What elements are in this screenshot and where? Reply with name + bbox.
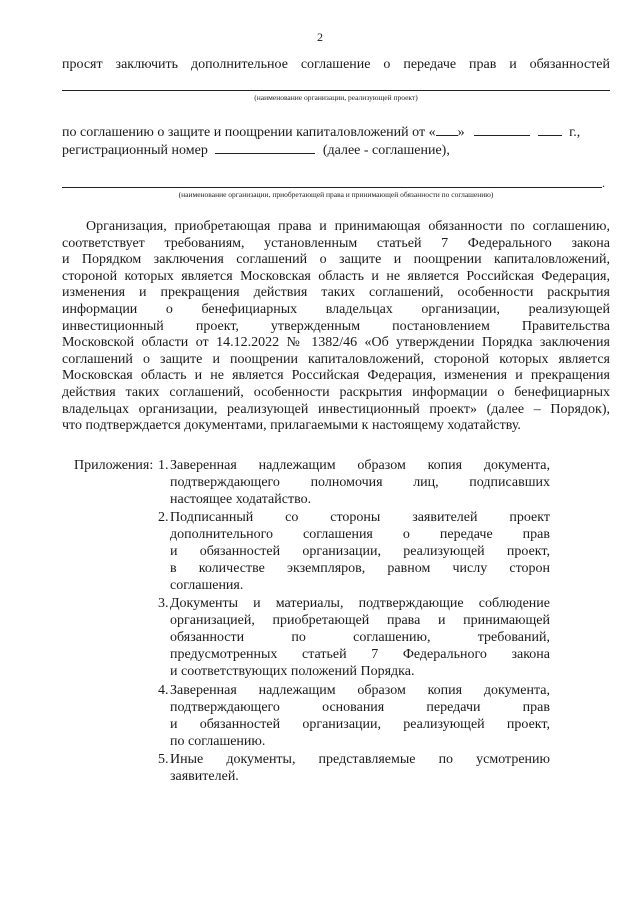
agreement-date-quote-close: » — [457, 125, 465, 140]
attachment-number: 1. — [158, 458, 169, 473]
paragraph-line: и Порядком заключения соглашений о защите и поощрении капиталовложений, — [62, 252, 610, 268]
header-rule-2-dot: . — [602, 176, 605, 190]
header-line-2a — [62, 123, 580, 142]
paragraph-line: стороной которых является Московская область и не является Российская Федерация, — [62, 268, 610, 284]
attachment-number: 4. — [158, 683, 169, 698]
main-paragraph — [62, 219, 610, 435]
paragraph-line: действия таких соглашений, особенности раскрытия информации о бенефициарных — [62, 384, 610, 400]
attachment-line: и обязанностей организации, реализующей проект, — [170, 544, 550, 559]
attachment-line: заявителей. — [170, 769, 239, 784]
attachment-line: соглашения. — [170, 578, 244, 593]
attachment-line: Подписанный со стороны заявителей проект — [170, 510, 550, 525]
header-line-2b — [62, 141, 450, 160]
paragraph-line: Московской области от 14.12.2022 № 1382/46 «Об утверждении Порядка заключения — [62, 335, 610, 351]
attachment-number: 3. — [158, 596, 169, 611]
header-line-1: просят заключить дополнительное соглашение о передаче прав и обязанностей — [62, 57, 610, 72]
paragraph-line: что подтверждается документами, прилагаемыми к настоящему ходатайству. — [62, 418, 521, 434]
attachment-line: Заверенная надлежащим образом копия документа, — [170, 683, 550, 698]
paragraph-line: соглашений о защите и поощрении капиталовложений, стороной которых является — [62, 351, 610, 367]
attachment-line: по соглашению. — [170, 734, 266, 749]
paragraph-line: соответствует требованиям, установленным статьей 7 Федерального закона — [62, 235, 610, 251]
paragraph-line: изменения и прекращения действия таких соглашений, особенности раскрытия — [62, 285, 610, 301]
attachment-line: подтверждающего полномочия лиц, подписавших — [170, 475, 550, 490]
attachment-line: в количестве экземпляров, равном числу сторон — [170, 561, 550, 576]
paragraph-line: Организация, приобретающая права и принимающая обязанности по соглашению, — [86, 219, 610, 234]
attachment-item-2 — [158, 509, 550, 594]
attachment-line: обязанности по соглашению, требований, — [170, 630, 550, 645]
attachment-line: Документы и материалы, подтверждающие соблюдение — [170, 596, 550, 611]
attachment-line: и обязанностей организации, реализующей проект, — [170, 717, 550, 732]
attachment-line: Заверенная надлежащим образом копия документа, — [170, 458, 550, 473]
attachment-line: подтверждающего основания передачи прав — [170, 700, 550, 715]
agreement-date-suffix: г., — [569, 125, 581, 140]
attachment-number: 5. — [158, 752, 169, 767]
attachment-line: и соответствующих положений Порядка. — [170, 664, 415, 679]
attachments-label: Приложения: — [74, 458, 154, 473]
registration-number-blank — [215, 141, 315, 154]
header-caption-2: (наименование организации, приобретающей права и принимающей обязанности по соглашению) — [178, 190, 494, 199]
attachment-line: предусмотренных статьей 7 Федерального закона — [170, 647, 550, 662]
paragraph-line: инвестиционный проект, утвержденным постановлением Правительства — [62, 318, 610, 334]
agreement-date-prefix: по соглашению о защите и поощрении капиталовложений от « — [62, 125, 436, 140]
attachment-item-1 — [158, 457, 550, 508]
attachment-line: Иные документы, представляемые по усмотрению — [170, 752, 550, 767]
attachment-line: настоящее ходатайство. — [170, 492, 312, 507]
registration-number-label: регистрационный номер — [62, 143, 208, 158]
date-day-blank — [436, 123, 458, 136]
agreement-short-name: (далее - соглашение), — [322, 143, 450, 158]
paragraph-line: владельцах организации, реализующей инвестиционный проект» (далее – Порядок), — [62, 401, 610, 417]
header-rule-1 — [62, 90, 610, 91]
paragraph-line: информации о бенефициарных владельцах организации, реализующей — [62, 301, 610, 317]
header-rule-2 — [62, 187, 602, 188]
attachment-line: организацией, приобретающей права и принимающей — [170, 613, 550, 628]
page-number: 2 — [317, 30, 323, 44]
paragraph-line: Московская область и не является Российская Федерация, изменения и прекращения — [62, 368, 610, 384]
header-caption-1: (наименование организации, реализующей проект) — [254, 93, 418, 102]
date-year-blank — [538, 123, 562, 136]
attachment-item-4 — [158, 682, 550, 750]
date-month-blank — [474, 123, 530, 136]
attachment-number: 2. — [158, 510, 169, 525]
attachment-item-5 — [158, 751, 550, 785]
attachment-line: дополнительного соглашения о передаче прав — [170, 527, 550, 542]
attachment-item-3 — [158, 595, 550, 680]
